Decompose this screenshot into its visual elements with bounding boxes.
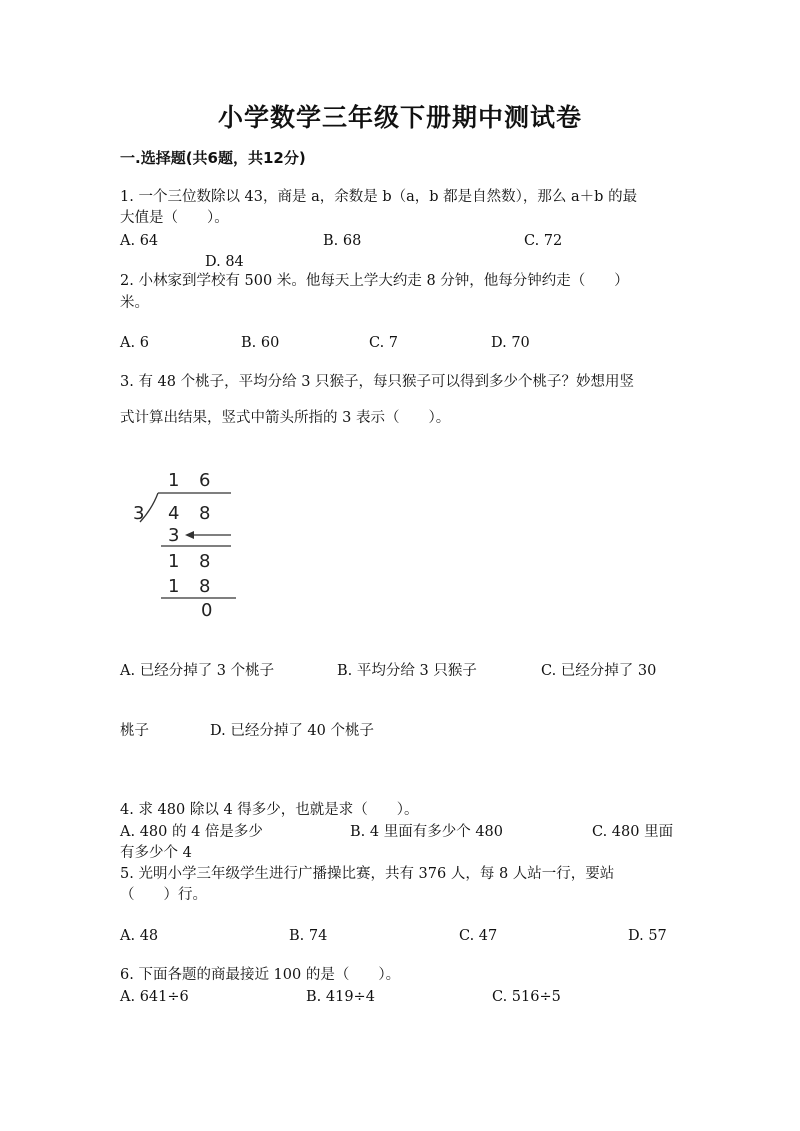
- q2-option-d: D. 70: [491, 335, 530, 351]
- q5-option-c: C. 47: [459, 928, 498, 944]
- long-division-figure: [128, 466, 248, 621]
- remainder-tens: 1: [168, 551, 180, 572]
- arrow-icon: [185, 531, 194, 539]
- q3-option-b: B. 平均分给 3 只猴子: [337, 663, 477, 679]
- q1-stem-line2: 大值是（ ）。: [120, 210, 229, 226]
- remainder-ones: 8: [199, 551, 211, 572]
- q1-option-c: C. 72: [524, 233, 563, 249]
- q5-stem-line2: （ ）行。: [120, 887, 207, 903]
- q4-option-a: A. 480 的 4 倍是多少: [120, 824, 263, 840]
- q1-option-b: B. 68: [323, 233, 362, 249]
- section-heading: 一.选择题(共6题，共12分): [120, 149, 306, 167]
- q3-option-a: A. 已经分掉了 3 个桃子: [120, 663, 275, 679]
- q5-option-b: B. 74: [289, 928, 328, 944]
- q4-stem-line1: 4. 求 480 除以 4 得多少，也就是求（ ）。: [120, 802, 419, 818]
- q5-option-d: D. 57: [628, 928, 667, 944]
- q6-stem-line1: 6. 下面各题的商最接近 100 的是（ ）。: [120, 967, 401, 983]
- q2-option-a: A. 6: [120, 335, 149, 351]
- q4-option-c-continued: 有多少个 4: [120, 845, 192, 861]
- q1-option-a: A. 64: [120, 233, 159, 249]
- quotient-tens: 1: [168, 470, 180, 491]
- subtract-second-tens: 1: [168, 576, 180, 597]
- q2-option-b: B. 60: [241, 335, 280, 351]
- q6-option-a: A. 641÷6: [120, 989, 189, 1005]
- q3-option-c-continued: 桃子: [120, 723, 149, 739]
- q4-option-b: B. 4 里面有多少个 480: [350, 824, 503, 840]
- q6-option-c: C. 516÷5: [492, 989, 561, 1005]
- q3-stem-line2: 式计算出结果，竖式中箭头所指的 3 表示（ ）。: [120, 410, 451, 426]
- q3-stem-line1: 3. 有 48 个桃子，平均分给 3 只猴子，每只猴子可以得到多少个桃子？妙想用竖: [120, 374, 635, 390]
- subtract-second-ones: 8: [199, 576, 211, 597]
- q4-option-c: C. 480 里面: [592, 824, 674, 840]
- final-remainder: 0: [201, 600, 213, 621]
- divisor: 3: [133, 503, 145, 524]
- q1-option-d: D. 84: [205, 254, 244, 270]
- q5-option-a: A. 48: [120, 928, 159, 944]
- q5-stem-line1: 5. 光明小学三年级学生进行广播操比赛，共有 376 人，每 8 人站一行，要站: [120, 866, 615, 882]
- q2-option-c: C. 7: [369, 335, 399, 351]
- quotient-ones: 6: [199, 470, 211, 491]
- q1-stem-line1: 1. 一个三位数除以 43，商是 a，余数是 b（a，b 都是自然数），那么 a＋b 的最: [120, 189, 638, 205]
- q2-stem-line2: 米。: [120, 295, 149, 311]
- q3-option-c: C. 已经分掉了 30: [541, 663, 657, 679]
- q6-option-b: B. 419÷4: [306, 989, 375, 1005]
- dividend-ones: 8: [199, 503, 211, 524]
- subtract-first: 3: [168, 525, 180, 546]
- page-title: 小学数学三年级下册期中测试卷: [217, 103, 582, 132]
- dividend-tens: 4: [168, 503, 180, 524]
- q3-option-d: D. 已经分掉了 40 个桃子: [210, 723, 374, 739]
- q2-stem-line1: 2. 小林家到学校有 500 米。他每天上学大约走 8 分钟，他每分钟约走（ ）: [120, 273, 629, 289]
